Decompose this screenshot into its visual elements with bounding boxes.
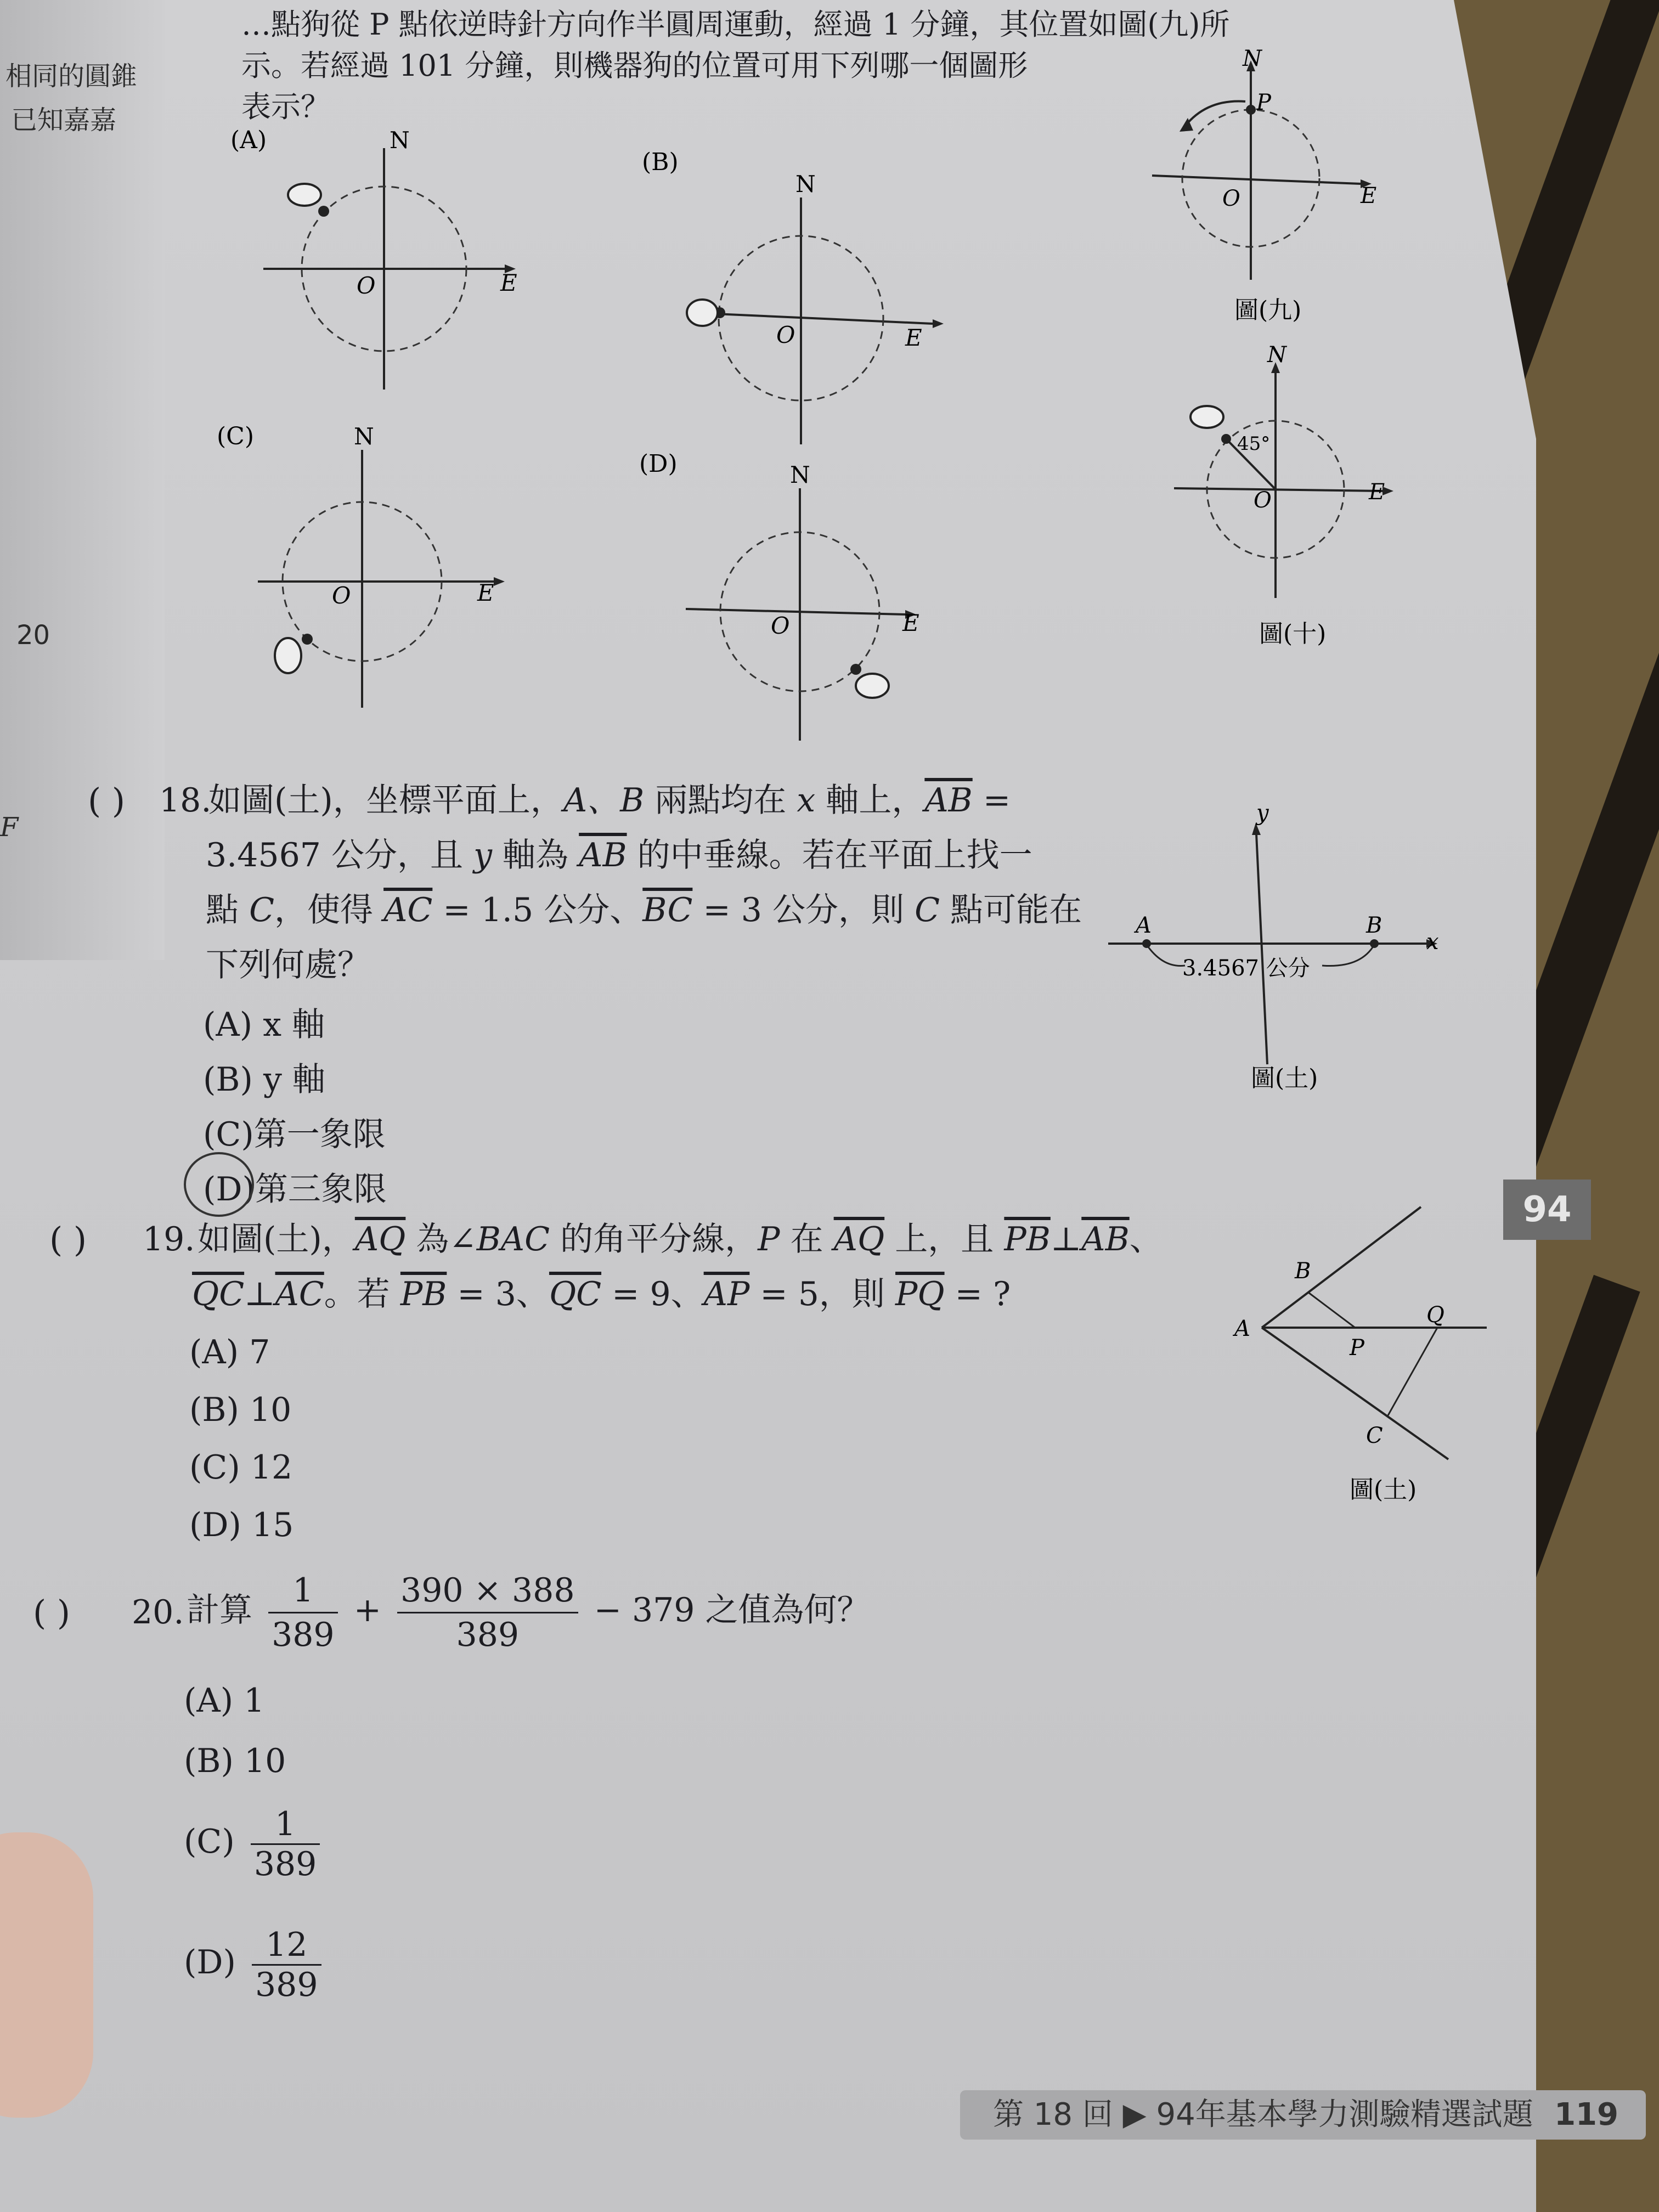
robot-dog-icon [288, 184, 321, 206]
q19-line1: 如圖(土)，$\overline{AQ}$ 為∠BAC 的角平分線，P 在 $\overline{AQ}$ 上，且 $\overline{PB}\perp\overline{AB}$、 [198, 1220, 1163, 1259]
figure-10 [1163, 340, 1426, 658]
north-label: N [790, 461, 810, 488]
year-badge: 94 [1503, 1180, 1591, 1240]
north-label: N [795, 171, 816, 198]
point-a-label: A [1234, 1316, 1250, 1341]
q19-option-a[interactable]: (A) 7 [189, 1333, 270, 1372]
east-label: E [902, 610, 919, 636]
thumb [0, 1832, 93, 2118]
handwritten-note: 20 [16, 620, 50, 651]
q20-number: 20. [132, 1593, 184, 1632]
q18-line4: 下列何處？ [206, 946, 370, 984]
east-label: E [905, 324, 922, 351]
option-b-label: (B) [642, 148, 679, 176]
robot-dog-icon [275, 638, 301, 673]
north-label: N [1267, 342, 1286, 368]
x-axis-label: x [1426, 929, 1439, 955]
left-note-f: F [0, 812, 19, 843]
q18-option-a[interactable]: (A) x 軸 [203, 1006, 325, 1044]
q17-text-line3: 表示？ [241, 89, 330, 124]
east-label: E [1369, 479, 1385, 505]
figure-12-caption: 圖(土) [1350, 1476, 1417, 1504]
angle-label: 45° [1237, 433, 1271, 455]
origin-label: O [771, 612, 790, 639]
east-label: E [1361, 183, 1377, 208]
east-label: E [477, 579, 494, 606]
left-note-2: 已知嘉嘉 [11, 105, 117, 136]
left-note-1: 相同的圓錐 [5, 61, 138, 92]
q20-option-c[interactable]: (C) $\frac{1}{389}$ [184, 1805, 325, 1883]
q18-option-c[interactable]: (C)第一象限 [203, 1115, 386, 1154]
q17-option-c-figure [208, 417, 560, 724]
q18-line1: 如圖(土)，坐標平面上，A、B 兩點均在 x 軸上，$\overline{AB}$ = [208, 781, 1011, 820]
q20-option-d[interactable]: (D) $\frac{12}{389}$ [184, 1926, 327, 2004]
option-d-label: (D) [639, 450, 678, 478]
q17-option-b-figure [631, 148, 982, 455]
origin-label: O [1254, 488, 1272, 513]
robot-dog-icon [856, 674, 889, 698]
figure-11 [1097, 801, 1459, 1108]
q19-option-b[interactable]: (B) 10 [189, 1391, 292, 1429]
point-c-label: C [1366, 1423, 1383, 1448]
q18-line3: 點 C，使得 $\overline{AC} = 1.5$ 公分、$\overline{BC} = 3$ 公分，則 C 點可能在 [206, 891, 1082, 929]
answer-circle-mark [184, 1152, 254, 1217]
figure-9-caption: 圖(九) [1234, 296, 1302, 324]
point-p-label: P [1256, 90, 1271, 115]
figure-10-caption: 圖(十) [1259, 620, 1327, 648]
q17-option-d-figure [631, 444, 982, 752]
q18-line2: 3.4567 公分，且 y 軸為 $\overline{AB}$ 的中垂線。若在平面上找一 [206, 836, 1032, 874]
origin-label: O [1222, 186, 1240, 211]
q17-text-line1: …點狗從 P 點依逆時針方向作半圓周運動，經過 1 分鐘，其位置如圖(九)所 [241, 7, 1230, 42]
q20-expression: 計算 $\frac{1}{389}$ + $\frac{390 \times 388}{389}$ − 379 之值為何？ [187, 1569, 870, 1656]
option-c-label: (C) [217, 422, 254, 450]
footer-title: 第 18 回 ▶ 94年基本學力測驗精選試題 [993, 2097, 1533, 2132]
option-a-label: (A) [230, 126, 267, 154]
q18-number: 18. [159, 781, 212, 820]
figure-9 [1141, 49, 1404, 335]
distance-label: 3.4567 公分 [1182, 956, 1310, 981]
q19-line2: $\overline{QC}\perp\overline{AC}$。若 $\overline{PB} = 3$、$\overline{QC} = 9$、$\overline{AP} = 5$，則 $\overline{PQ}$ = ? [192, 1275, 1011, 1313]
footer-bar [960, 2090, 1646, 2140]
point-a-label: A [1136, 913, 1152, 938]
q18-answer-blank[interactable]: ( ) [88, 781, 126, 821]
q18-option-d[interactable]: (D)第三象限 [203, 1170, 387, 1209]
page-number: 119 [1554, 2097, 1618, 2132]
point-q-label: Q [1426, 1302, 1444, 1328]
origin-label: O [776, 321, 795, 348]
q19-number: 19. [143, 1220, 195, 1259]
east-label: E [500, 269, 517, 296]
q20-option-b[interactable]: (B) 10 [184, 1742, 286, 1780]
q19-option-c[interactable]: (C) 12 [189, 1448, 293, 1487]
q20-answer-blank[interactable]: ( ) [33, 1593, 71, 1633]
q20-option-a[interactable]: (A) 1 [184, 1681, 265, 1720]
figure-11-caption: 圖(土) [1251, 1064, 1318, 1092]
north-label: N [1243, 49, 1262, 71]
north-label: N [354, 423, 374, 450]
point-p-label: P [1350, 1335, 1364, 1361]
left-page-edge [0, 0, 165, 960]
y-axis-label: y [1256, 801, 1269, 826]
point-b-label: B [1366, 913, 1383, 938]
robot-dog-icon [687, 300, 718, 326]
origin-label: O [332, 582, 351, 609]
point-b-label: B [1295, 1259, 1311, 1284]
figure-12 [1223, 1196, 1509, 1514]
robot-dog-icon [1190, 406, 1223, 428]
q18-option-b[interactable]: (B) y 軸 [203, 1060, 325, 1099]
origin-label: O [357, 272, 376, 299]
q17-option-a-figure [208, 121, 560, 406]
q19-answer-blank[interactable]: ( ) [49, 1220, 87, 1260]
q17-text-line2: 示。若經過 101 分鐘，則機器狗的位置可用下列哪一個圖形 [241, 48, 1028, 83]
q19-option-d[interactable]: (D) 15 [189, 1506, 294, 1544]
north-label: N [390, 127, 410, 154]
